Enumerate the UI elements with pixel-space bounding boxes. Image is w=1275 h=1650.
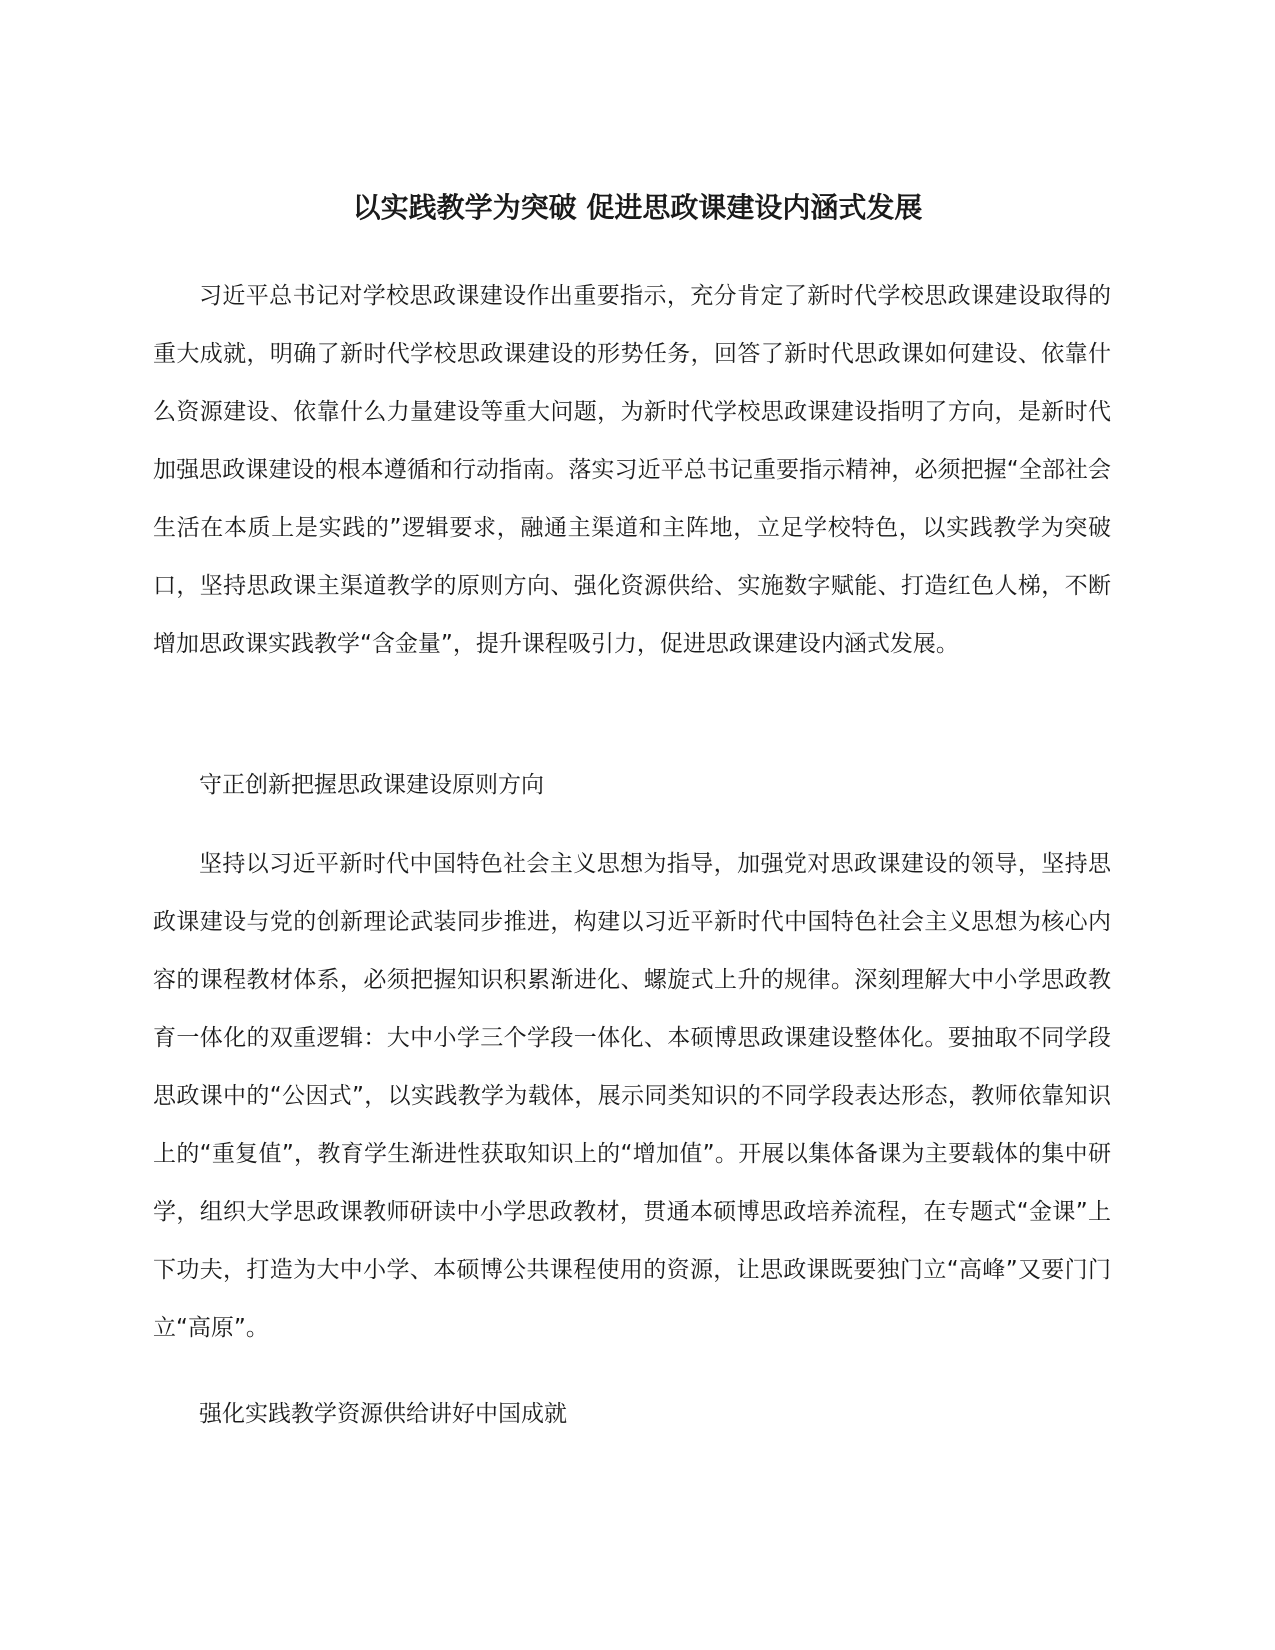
paragraph-intro: 习近平总书记对学校思政课建设作出重要指示，充分肯定了新时代学校思政课建设取得的重大成就，明确了新时代学校思政课建设的形势任务，回答了新时代思政课如何建设、依靠什么资源建设、依靠什么力量建设等重大问题，为新时代学校思政课建设指明了方向，是新时代加强思政课建设的根本遵循和行动指南。落实习近平总书记重要指示精神，必须把握“全部社会生活在本质上是实践的”逻辑要求，融通主渠道和主阵地，立足学校特色，以实践教学为突破口，坚持思政课主渠道教学的原则方向、强化资源供给、实施数字赋能、打造红色人梯，不断增加思政课实践教学“含金量”，提升课程吸引力，促进思政课建设内涵式发展。	[153, 283, 1111, 657]
section-heading-principles: 守正创新把握思政课建设原则方向	[199, 772, 544, 798]
paragraph-principles: 坚持以习近平新时代中国特色社会主义思想为指导，加强党对思政课建设的领导，坚持思政课建设与党的创新理论武装同步推进，构建以习近平新时代中国特色社会主义思想为核心内容的课程教材体系，必须把握知识积累渐进化、螺旋式上升的规律。深刻理解大中小学思政教育一体化的双重逻辑：大中小学三个学段一体化、本硕博思政课建设整体化。要抽取不同学段思政课中的“公因式”，以实践教学为载体，展示同类知识的不同学段表达形态，教师依靠知识上的“重复值”，教育学生渐进性获取知识上的“增加值”。开展以集体备课为主要载体的集中研学，组织大学思政课教师研读中小学思政教材，贯通本硕博思政培养流程，在专题式“金课”上下功夫，打造为大中小学、本硕博公共课程使用的资源，让思政课既要独门立“高峰”又要门门立“高原”。	[153, 851, 1111, 1341]
section-heading-resources: 强化实践教学资源供给讲好中国成就	[199, 1401, 567, 1427]
document-title: 以实践教学为突破 促进思政课建设内涵式发展	[352, 191, 923, 224]
